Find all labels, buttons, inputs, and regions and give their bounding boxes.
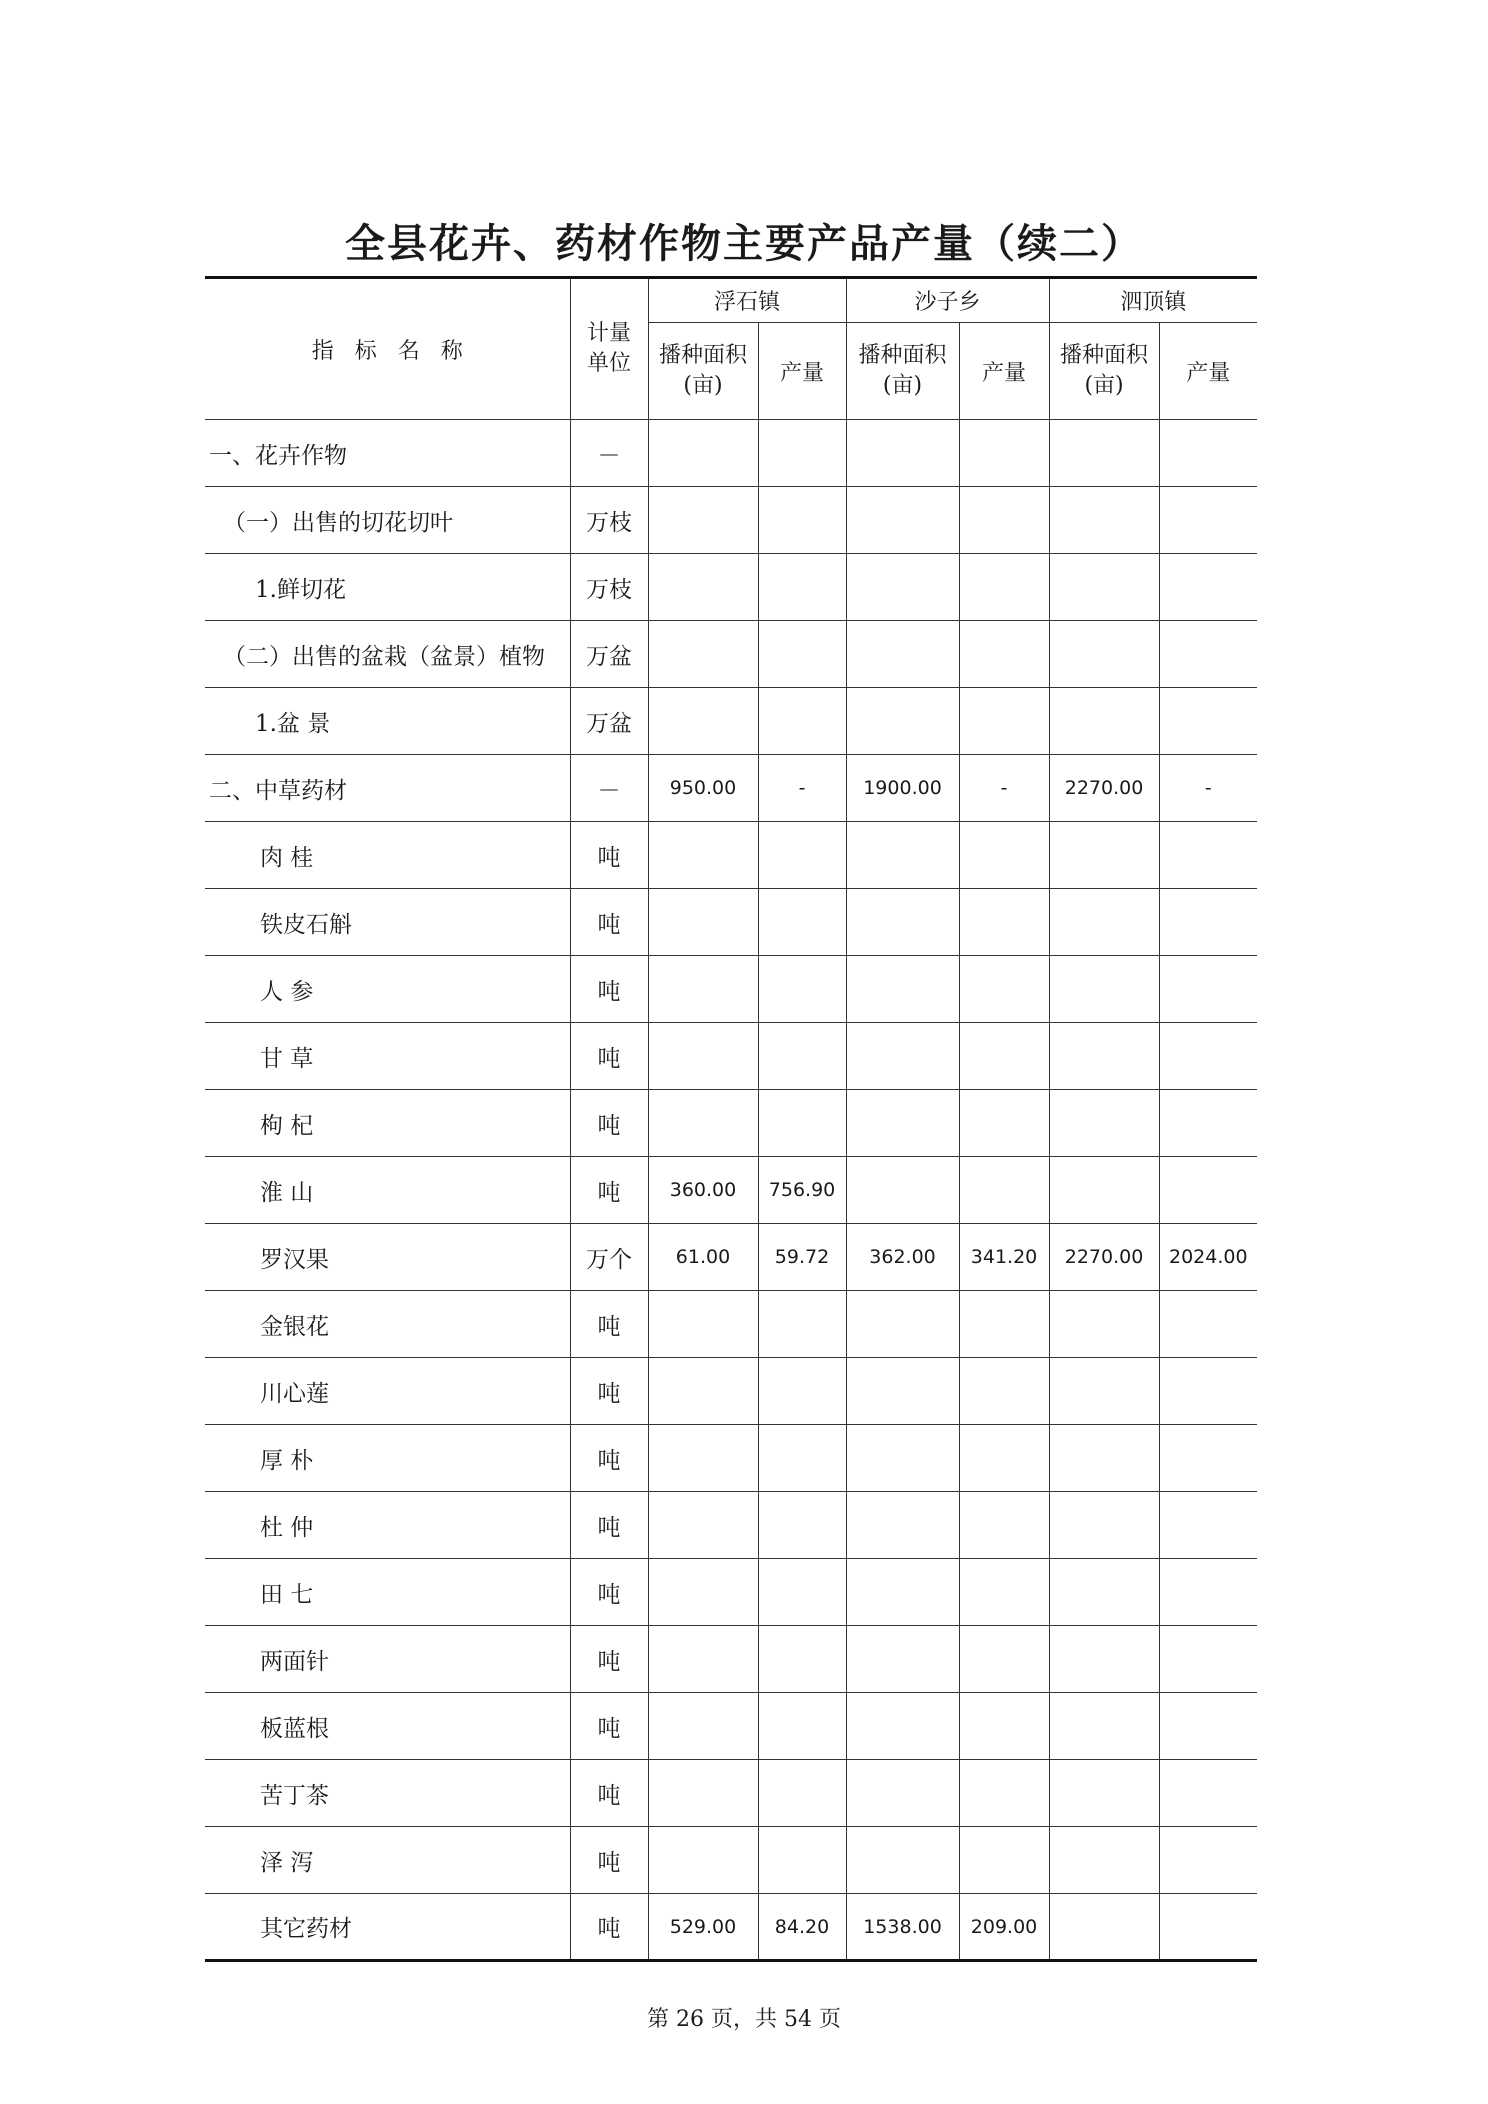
table-row	[205, 1291, 1257, 1358]
area-cell	[1049, 889, 1159, 956]
table-row	[205, 1090, 1257, 1157]
row-unit: 吨	[570, 1827, 648, 1894]
row-name: 肉 桂	[205, 822, 570, 889]
output-cell	[1159, 1425, 1257, 1492]
output-cell	[758, 1559, 846, 1626]
row-name: 甘 草	[205, 1023, 570, 1090]
row-name: 铁皮石斛	[205, 889, 570, 956]
area-cell: 529.00	[648, 1894, 758, 1961]
output-cell: -	[758, 755, 846, 822]
output-cell	[758, 420, 846, 487]
output-cell	[1159, 1291, 1257, 1358]
output-cell	[959, 889, 1049, 956]
area-cell	[846, 889, 959, 956]
output-cell	[1159, 1559, 1257, 1626]
output-cell	[959, 1559, 1049, 1626]
output-cell: 2024.00	[1159, 1224, 1257, 1291]
output-cell: 341.20	[959, 1224, 1049, 1291]
row-name: 金银花	[205, 1291, 570, 1358]
output-cell	[758, 1760, 846, 1827]
area-cell	[1049, 1693, 1159, 1760]
row-unit: 吨	[570, 1626, 648, 1693]
area-cell	[1049, 1492, 1159, 1559]
row-name: 厚 朴	[205, 1425, 570, 1492]
row-unit: －	[570, 420, 648, 487]
area-cell	[846, 1693, 959, 1760]
area-cell	[1049, 1626, 1159, 1693]
page-title: 全县花卉、药材作物主要产品产量（续二）	[345, 221, 1143, 267]
row-unit: 吨	[570, 889, 648, 956]
area-header: 播种面积(亩)	[846, 323, 959, 420]
area-cell	[1049, 1894, 1159, 1961]
output-cell	[758, 1358, 846, 1425]
table-row	[205, 554, 1257, 621]
area-cell	[648, 1626, 758, 1693]
row-unit: 万盆	[570, 621, 648, 688]
area-cell	[1049, 1358, 1159, 1425]
table-row	[205, 1626, 1257, 1693]
area-cell	[1049, 1090, 1159, 1157]
area-cell	[648, 1492, 758, 1559]
output-cell	[1159, 554, 1257, 621]
area-cell	[1049, 554, 1159, 621]
output-header: 产量	[1159, 323, 1257, 420]
output-cell	[959, 420, 1049, 487]
region-header-fushi: 浮石镇	[648, 278, 846, 323]
output-cell	[758, 1827, 846, 1894]
area-cell: 360.00	[648, 1157, 758, 1224]
area-cell	[1049, 487, 1159, 554]
output-cell	[1159, 1760, 1257, 1827]
area-cell	[1049, 822, 1159, 889]
area-cell	[846, 688, 959, 755]
area-cell	[648, 956, 758, 1023]
production-table	[205, 276, 1257, 1962]
output-cell	[959, 1023, 1049, 1090]
row-name: （一）出售的切花切叶	[205, 487, 570, 554]
output-cell	[959, 1090, 1049, 1157]
output-cell	[1159, 889, 1257, 956]
table-row	[205, 1760, 1257, 1827]
output-cell	[959, 1358, 1049, 1425]
output-cell	[1159, 1358, 1257, 1425]
output-cell	[758, 1626, 846, 1693]
output-cell	[1159, 1626, 1257, 1693]
row-unit: 吨	[570, 1090, 648, 1157]
area-cell	[846, 621, 959, 688]
region-header-siding: 泗顶镇	[1049, 278, 1257, 323]
output-cell: 59.72	[758, 1224, 846, 1291]
output-cell	[758, 1090, 846, 1157]
output-cell	[758, 1291, 846, 1358]
area-header: 播种面积(亩)	[1049, 323, 1159, 420]
area-cell	[846, 1492, 959, 1559]
output-cell	[758, 889, 846, 956]
table-row	[205, 1023, 1257, 1090]
table-row	[205, 1358, 1257, 1425]
row-unit: 万枝	[570, 487, 648, 554]
table-row	[205, 889, 1257, 956]
table-row	[205, 1894, 1257, 1961]
row-unit: 吨	[570, 1023, 648, 1090]
output-cell	[1159, 1894, 1257, 1961]
area-cell: 1900.00	[846, 755, 959, 822]
row-name: 两面针	[205, 1626, 570, 1693]
area-cell	[846, 487, 959, 554]
output-cell	[758, 1425, 846, 1492]
output-cell	[1159, 1157, 1257, 1224]
table-body	[205, 420, 1257, 1961]
output-cell: 756.90	[758, 1157, 846, 1224]
table-row	[205, 755, 1257, 822]
row-name: 一、花卉作物	[205, 420, 570, 487]
table-row	[205, 621, 1257, 688]
area-cell: 2270.00	[1049, 1224, 1159, 1291]
output-cell	[959, 1157, 1049, 1224]
area-cell	[648, 487, 758, 554]
area-cell	[846, 554, 959, 621]
output-header: 产量	[758, 323, 846, 420]
output-cell	[758, 487, 846, 554]
area-cell	[648, 1425, 758, 1492]
area-cell	[648, 1291, 758, 1358]
area-cell	[1049, 621, 1159, 688]
output-cell	[758, 621, 846, 688]
area-cell	[1049, 1291, 1159, 1358]
row-name: 其它药材	[205, 1894, 570, 1961]
output-cell	[959, 1291, 1049, 1358]
area-cell	[648, 688, 758, 755]
unit-header: 计量单位	[570, 278, 648, 420]
area-cell	[1049, 1425, 1159, 1492]
table-row	[205, 956, 1257, 1023]
output-cell	[959, 621, 1049, 688]
area-cell	[648, 420, 758, 487]
table-row	[205, 1224, 1257, 1291]
region-header-shazi: 沙子乡	[846, 278, 1049, 323]
table-row	[205, 1157, 1257, 1224]
area-cell	[1049, 1559, 1159, 1626]
output-cell	[959, 822, 1049, 889]
output-cell	[1159, 1827, 1257, 1894]
area-cell	[846, 420, 959, 487]
area-cell	[648, 1760, 758, 1827]
row-name: 枸 杞	[205, 1090, 570, 1157]
row-unit: 吨	[570, 1492, 648, 1559]
table-row	[205, 1827, 1257, 1894]
row-unit: 万盆	[570, 688, 648, 755]
row-name: 人 参	[205, 956, 570, 1023]
row-unit: 万枝	[570, 554, 648, 621]
area-cell	[1049, 956, 1159, 1023]
output-cell	[959, 487, 1049, 554]
output-cell	[959, 1425, 1049, 1492]
area-header: 播种面积(亩)	[648, 323, 758, 420]
table-row	[205, 822, 1257, 889]
row-name: 泽 泻	[205, 1827, 570, 1894]
area-cell	[846, 1157, 959, 1224]
row-name: 二、中草药材	[205, 755, 570, 822]
output-cell	[1159, 1492, 1257, 1559]
row-unit: 吨	[570, 1894, 648, 1961]
area-cell	[846, 956, 959, 1023]
output-cell	[1159, 1693, 1257, 1760]
output-cell	[1159, 1090, 1257, 1157]
area-cell	[846, 1827, 959, 1894]
row-unit: 吨	[570, 1760, 648, 1827]
area-cell	[846, 1023, 959, 1090]
area-cell: 2270.00	[1049, 755, 1159, 822]
area-cell	[648, 621, 758, 688]
output-cell: 84.20	[758, 1894, 846, 1961]
output-cell	[959, 688, 1049, 755]
table-row	[205, 420, 1257, 487]
output-cell: 209.00	[959, 1894, 1049, 1961]
row-name: 川心莲	[205, 1358, 570, 1425]
output-cell	[1159, 822, 1257, 889]
table-row	[205, 1425, 1257, 1492]
area-cell	[846, 1425, 959, 1492]
table-row	[205, 688, 1257, 755]
table-row	[205, 1693, 1257, 1760]
row-unit: 吨	[570, 1291, 648, 1358]
indicator-header: 指 标 名 称	[205, 278, 570, 420]
table-row	[205, 1492, 1257, 1559]
table-row	[205, 487, 1257, 554]
area-cell	[648, 889, 758, 956]
area-cell	[648, 554, 758, 621]
output-cell	[1159, 621, 1257, 688]
table-row	[205, 1559, 1257, 1626]
area-cell	[1049, 1023, 1159, 1090]
row-unit: 吨	[570, 1157, 648, 1224]
row-unit: 吨	[570, 1559, 648, 1626]
area-cell	[846, 822, 959, 889]
area-cell	[846, 1090, 959, 1157]
area-cell	[1049, 1827, 1159, 1894]
area-cell	[846, 1559, 959, 1626]
output-cell	[1159, 1023, 1257, 1090]
output-cell	[959, 1760, 1049, 1827]
output-cell: -	[1159, 755, 1257, 822]
area-cell	[1049, 688, 1159, 755]
area-cell	[846, 1358, 959, 1425]
area-cell: 362.00	[846, 1224, 959, 1291]
area-cell: 950.00	[648, 755, 758, 822]
row-name: 板蓝根	[205, 1693, 570, 1760]
area-cell	[648, 1023, 758, 1090]
row-name: 1.鲜切花	[205, 554, 570, 621]
area-cell	[648, 1693, 758, 1760]
output-header: 产量	[959, 323, 1049, 420]
output-cell	[1159, 487, 1257, 554]
area-cell	[1049, 420, 1159, 487]
area-cell	[846, 1291, 959, 1358]
area-cell: 1538.00	[846, 1894, 959, 1961]
output-cell	[959, 1827, 1049, 1894]
row-name: 杜 仲	[205, 1492, 570, 1559]
output-cell	[758, 956, 846, 1023]
area-cell	[648, 1827, 758, 1894]
output-cell	[1159, 956, 1257, 1023]
row-name: 田 七	[205, 1559, 570, 1626]
row-name: （二）出售的盆栽（盆景）植物	[205, 621, 570, 688]
area-cell	[648, 1090, 758, 1157]
area-cell	[648, 1358, 758, 1425]
row-unit: 吨	[570, 956, 648, 1023]
area-cell	[846, 1760, 959, 1827]
output-cell	[758, 1693, 846, 1760]
area-cell	[1049, 1760, 1159, 1827]
output-cell	[758, 1023, 846, 1090]
row-unit: －	[570, 755, 648, 822]
area-cell	[648, 822, 758, 889]
output-cell	[758, 554, 846, 621]
output-cell	[959, 1626, 1049, 1693]
output-cell	[758, 822, 846, 889]
area-cell	[648, 1559, 758, 1626]
row-unit: 吨	[570, 822, 648, 889]
row-unit: 吨	[570, 1693, 648, 1760]
output-cell	[758, 1492, 846, 1559]
output-cell	[758, 688, 846, 755]
output-cell	[959, 1693, 1049, 1760]
output-cell	[959, 1492, 1049, 1559]
output-cell	[959, 956, 1049, 1023]
row-unit: 吨	[570, 1425, 648, 1492]
row-unit: 万个	[570, 1224, 648, 1291]
area-cell: 61.00	[648, 1224, 758, 1291]
output-cell: -	[959, 755, 1049, 822]
row-name: 淮 山	[205, 1157, 570, 1224]
row-unit: 吨	[570, 1358, 648, 1425]
output-cell	[1159, 688, 1257, 755]
area-cell	[1049, 1157, 1159, 1224]
row-name: 苦丁茶	[205, 1760, 570, 1827]
output-cell	[1159, 420, 1257, 487]
page-footer: 第 26 页，共 54 页	[647, 2007, 841, 2032]
row-name: 罗汉果	[205, 1224, 570, 1291]
area-cell	[846, 1626, 959, 1693]
output-cell	[959, 554, 1049, 621]
row-name: 1.盆 景	[205, 688, 570, 755]
